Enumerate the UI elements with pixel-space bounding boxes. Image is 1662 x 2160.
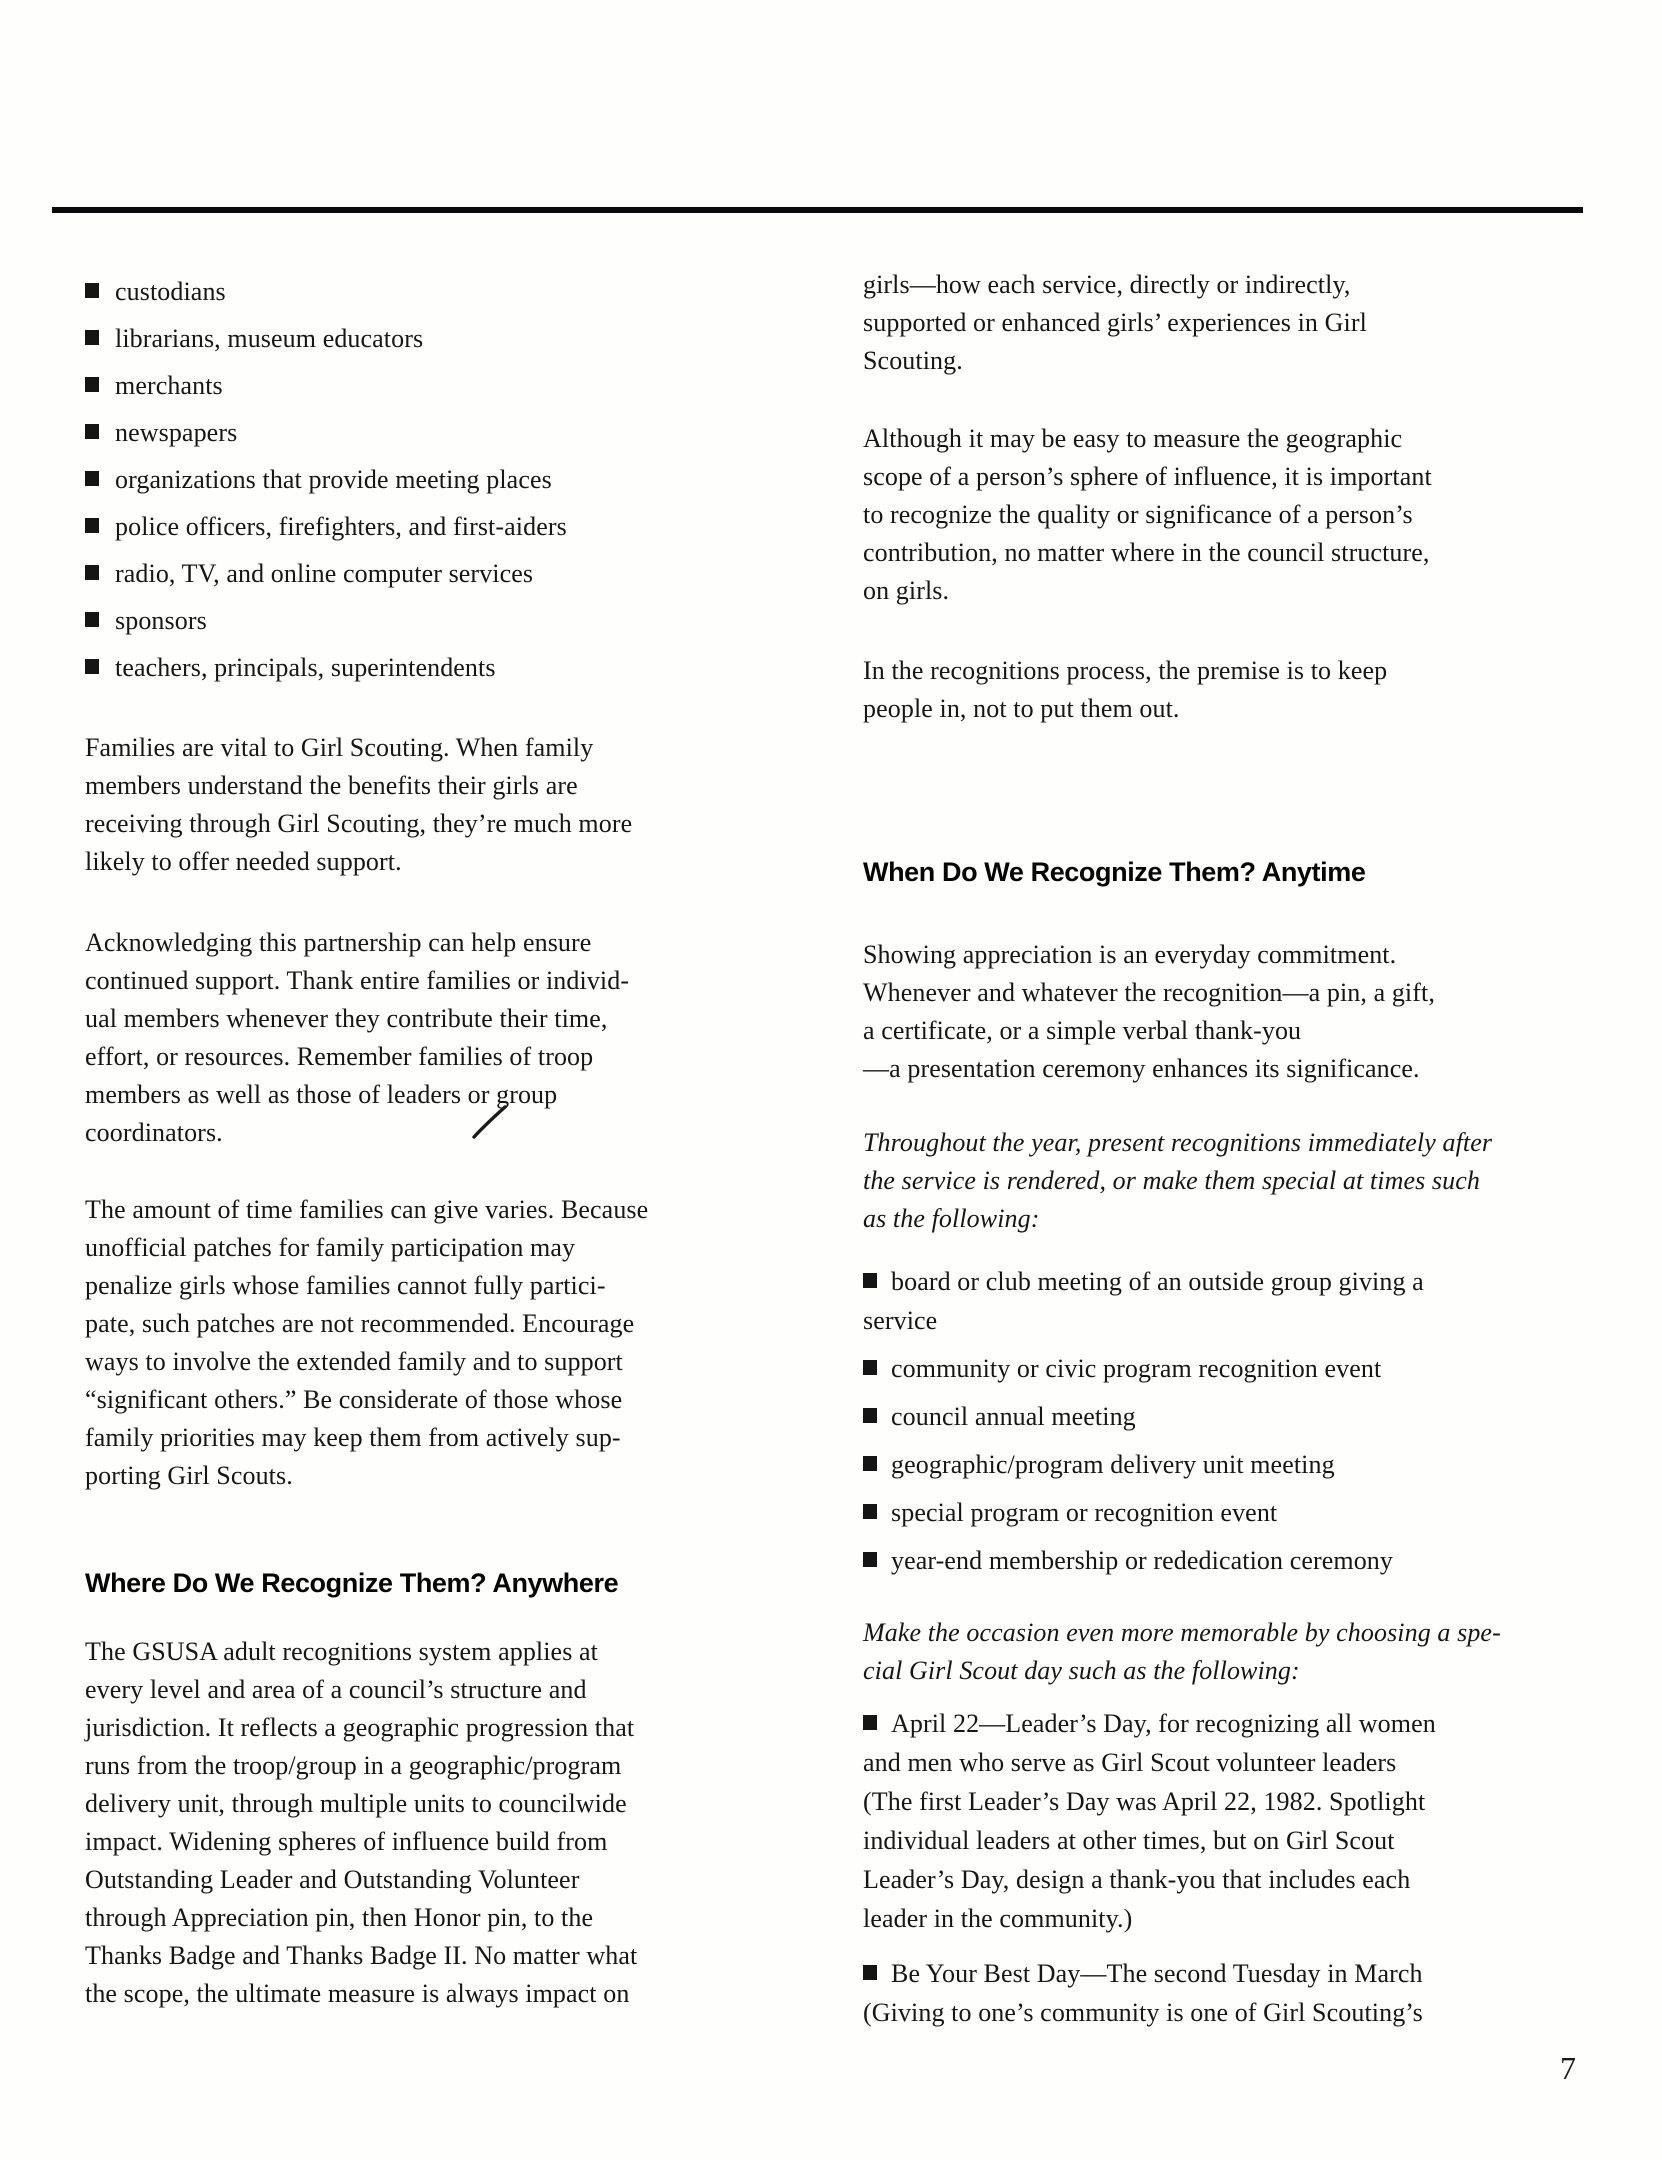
bullet-text: board or club meeting of an outside group giving a	[891, 1267, 1424, 1296]
bullet-square-icon	[863, 1360, 877, 1375]
list-item	[863, 1493, 1503, 1532]
text-line: on girls.	[863, 576, 950, 605]
bullet-square-icon	[863, 1715, 877, 1730]
text-line: ual members whenever they contribute their time,	[85, 1004, 608, 1033]
bullet-square-icon	[85, 659, 99, 674]
section-heading: Where Do We Recognize Them? Anywhere	[85, 1568, 619, 1598]
paragraph	[863, 1614, 1503, 1690]
text-line: Outstanding Leader and Outstanding Volunteer	[85, 1865, 580, 1894]
text-line	[85, 550, 725, 597]
text-line: leader in the community.)	[863, 1904, 1133, 1933]
bullet-square-icon	[863, 1273, 877, 1288]
bullet-text: year-end membership or rededication ceremony	[891, 1546, 1393, 1575]
text-line	[863, 1954, 1503, 1993]
list-item	[85, 268, 725, 315]
text-line: individual leaders at other times, but on Girl Scout	[863, 1826, 1395, 1855]
text-line	[85, 362, 725, 409]
text-line: receiving through Girl Scouting, they’re much more	[85, 809, 633, 838]
text-line: porting Girl Scouts.	[85, 1461, 293, 1490]
bullet-square-icon	[85, 377, 99, 392]
list-item	[85, 315, 725, 362]
bullet-text: organizations that provide meeting places	[115, 465, 552, 494]
bullet-text: sponsors	[115, 606, 207, 635]
text-line: The GSUSA adult recognitions system applies at	[85, 1637, 598, 1666]
bullet-text: council annual meeting	[891, 1402, 1136, 1431]
paragraph	[85, 1633, 725, 2013]
text-line: family priorities may keep them from actively sup-	[85, 1423, 621, 1452]
bullet-text: Be Your Best Day—The second Tuesday in March	[891, 1959, 1423, 1988]
text-line: runs from the troop/group in a geographic/program	[85, 1751, 622, 1780]
text-line: Throughout the year, present recognitions immediately after	[863, 1128, 1493, 1157]
bullet-text: police officers, firefighters, and first-aiders	[115, 512, 567, 541]
text-line: “significant others.” Be considerate of those whose	[85, 1385, 623, 1414]
paragraph	[863, 936, 1503, 1088]
text-line	[85, 409, 725, 456]
list-item	[863, 1397, 1503, 1436]
text-line	[863, 1704, 1503, 1743]
list-item	[85, 644, 725, 691]
bullet-text: special program or recognition event	[891, 1498, 1278, 1527]
paragraph	[85, 1191, 725, 1495]
text-line: Leader’s Day, design a thank-you that includes each	[863, 1865, 1411, 1894]
text-line	[863, 1262, 1503, 1301]
paragraph	[85, 924, 725, 1152]
list-item	[863, 1445, 1503, 1484]
text-line: members as well as those of leaders or group	[85, 1080, 558, 1109]
paragraph	[863, 266, 1503, 380]
bullet-square-icon	[85, 471, 99, 486]
bullet-square-icon	[863, 1408, 877, 1423]
text-line	[863, 1349, 1503, 1388]
text-line: delivery unit, through multiple units to councilwide	[85, 1789, 627, 1818]
bullet-list	[863, 1954, 1503, 2032]
text-line: members understand the benefits their girls are	[85, 771, 578, 800]
pen-slash-annotation	[470, 1104, 512, 1142]
list-item	[863, 1349, 1503, 1388]
text-line: through Appreciation pin, then Honor pin, to the	[85, 1903, 594, 1932]
bullet-square-icon	[863, 1456, 877, 1471]
text-line: to recognize the quality or significance of a person’s	[863, 500, 1413, 529]
list-item	[863, 1262, 1503, 1340]
text-line	[863, 1445, 1503, 1484]
bullet-square-icon	[863, 1965, 877, 1980]
text-line: service	[863, 1306, 938, 1335]
text-line: the scope, the ultimate measure is always impact on	[85, 1979, 630, 2008]
text-line: ways to involve the extended family and to support	[85, 1347, 623, 1376]
text-line	[85, 597, 725, 644]
bullet-list	[85, 268, 725, 691]
text-line: Scouting.	[863, 346, 963, 375]
text-line	[863, 1541, 1503, 1580]
text-line: effort, or resources. Remember families of troop	[85, 1042, 594, 1071]
text-line: Thanks Badge and Thanks Badge II. No matter what	[85, 1941, 638, 1970]
list-item	[863, 1541, 1503, 1580]
bullet-text: geographic/program delivery unit meeting	[891, 1450, 1335, 1479]
bullet-text: radio, TV, and online computer services	[115, 559, 534, 588]
bullet-square-icon	[85, 565, 99, 580]
text-line	[85, 644, 725, 691]
paragraph	[863, 652, 1503, 728]
bullet-list	[863, 1704, 1503, 1938]
text-line: Showing appreciation is an everyday commitment.	[863, 940, 1397, 969]
page-number: 7	[1560, 2050, 1576, 2086]
paragraph	[85, 729, 725, 881]
bullet-text: merchants	[115, 371, 223, 400]
bullet-square-icon	[85, 612, 99, 627]
list-item	[863, 1704, 1503, 1938]
paragraph	[863, 1124, 1503, 1238]
text-line	[85, 268, 725, 315]
text-line	[85, 503, 725, 550]
list-item	[85, 409, 725, 456]
list-item	[863, 1954, 1503, 2032]
section-heading: When Do We Recognize Them? Anytime	[863, 857, 1366, 887]
text-line: In the recognitions process, the premise is to keep	[863, 656, 1388, 685]
text-line	[863, 1397, 1503, 1436]
text-line: scope of a person’s sphere of influence, it is important	[863, 462, 1432, 491]
left-column	[85, 0, 725, 2013]
text-line: unofficial patches for family participation may	[85, 1233, 576, 1262]
bullet-square-icon	[85, 330, 99, 345]
list-item	[85, 550, 725, 597]
list-item	[85, 597, 725, 644]
bullet-square-icon	[85, 424, 99, 439]
text-line: jurisdiction. It reflects a geographic progression that	[85, 1713, 635, 1742]
bullet-square-icon	[863, 1504, 877, 1519]
text-line: Acknowledging this partnership can help ensure	[85, 928, 592, 957]
list-item	[85, 503, 725, 550]
text-line: as the following:	[863, 1204, 1040, 1233]
text-line: Make the occasion even more memorable by choosing a spe-	[863, 1618, 1501, 1647]
bullet-square-icon	[85, 283, 99, 298]
bullet-square-icon	[863, 1552, 877, 1567]
paragraph	[863, 420, 1503, 610]
text-line: and men who serve as Girl Scout volunteer leaders	[863, 1748, 1397, 1777]
text-line: —a presentation ceremony enhances its significance.	[863, 1054, 1420, 1083]
text-line: supported or enhanced girls’ experiences in Girl	[863, 308, 1367, 337]
text-line: contribution, no matter where in the council structure,	[863, 538, 1430, 567]
list-item	[85, 362, 725, 409]
text-line: pate, such patches are not recommended. Encourage	[85, 1309, 635, 1338]
right-column	[863, 0, 1503, 2032]
text-line: Although it may be easy to measure the geographic	[863, 424, 1403, 453]
text-line: penalize girls whose families cannot fully partici-	[85, 1271, 606, 1300]
bullet-text: community or civic program recognition event	[891, 1354, 1382, 1383]
bullet-text: newspapers	[115, 418, 238, 447]
text-line	[85, 456, 725, 503]
text-line: Families are vital to Girl Scouting. When family	[85, 733, 594, 762]
text-line: cial Girl Scout day such as the following:	[863, 1656, 1300, 1685]
bullet-list	[863, 1262, 1503, 1580]
text-line: a certificate, or a simple verbal thank-you	[863, 1016, 1302, 1045]
text-line	[85, 315, 725, 362]
text-line: the service is rendered, or make them special at times such	[863, 1166, 1480, 1195]
text-line: continued support. Thank entire families or individ-	[85, 966, 630, 995]
text-line: (Giving to one’s community is one of Girl Scouting’s	[863, 1998, 1423, 2027]
text-line: Whenever and whatever the recognition—a pin, a gift,	[863, 978, 1435, 1007]
text-line: coordinators.	[85, 1118, 223, 1147]
text-line: impact. Widening spheres of influence build from	[85, 1827, 608, 1856]
text-line	[863, 1493, 1503, 1532]
bullet-text: teachers, principals, superintendents	[115, 653, 496, 682]
bullet-square-icon	[85, 518, 99, 533]
text-line: every level and area of a council’s structure and	[85, 1675, 587, 1704]
text-line: (The first Leader’s Day was April 22, 1982. Spotlight	[863, 1787, 1426, 1816]
bullet-text: custodians	[115, 277, 226, 306]
list-item	[85, 456, 725, 503]
text-line: likely to offer needed support.	[85, 847, 402, 876]
text-line: people in, not to put them out.	[863, 694, 1180, 723]
text-line: The amount of time families can give varies. Because	[85, 1195, 649, 1224]
bullet-text: April 22—Leader’s Day, for recognizing all women	[891, 1709, 1436, 1738]
text-line: girls—how each service, directly or indirectly,	[863, 270, 1351, 299]
bullet-text: librarians, museum educators	[115, 324, 424, 353]
